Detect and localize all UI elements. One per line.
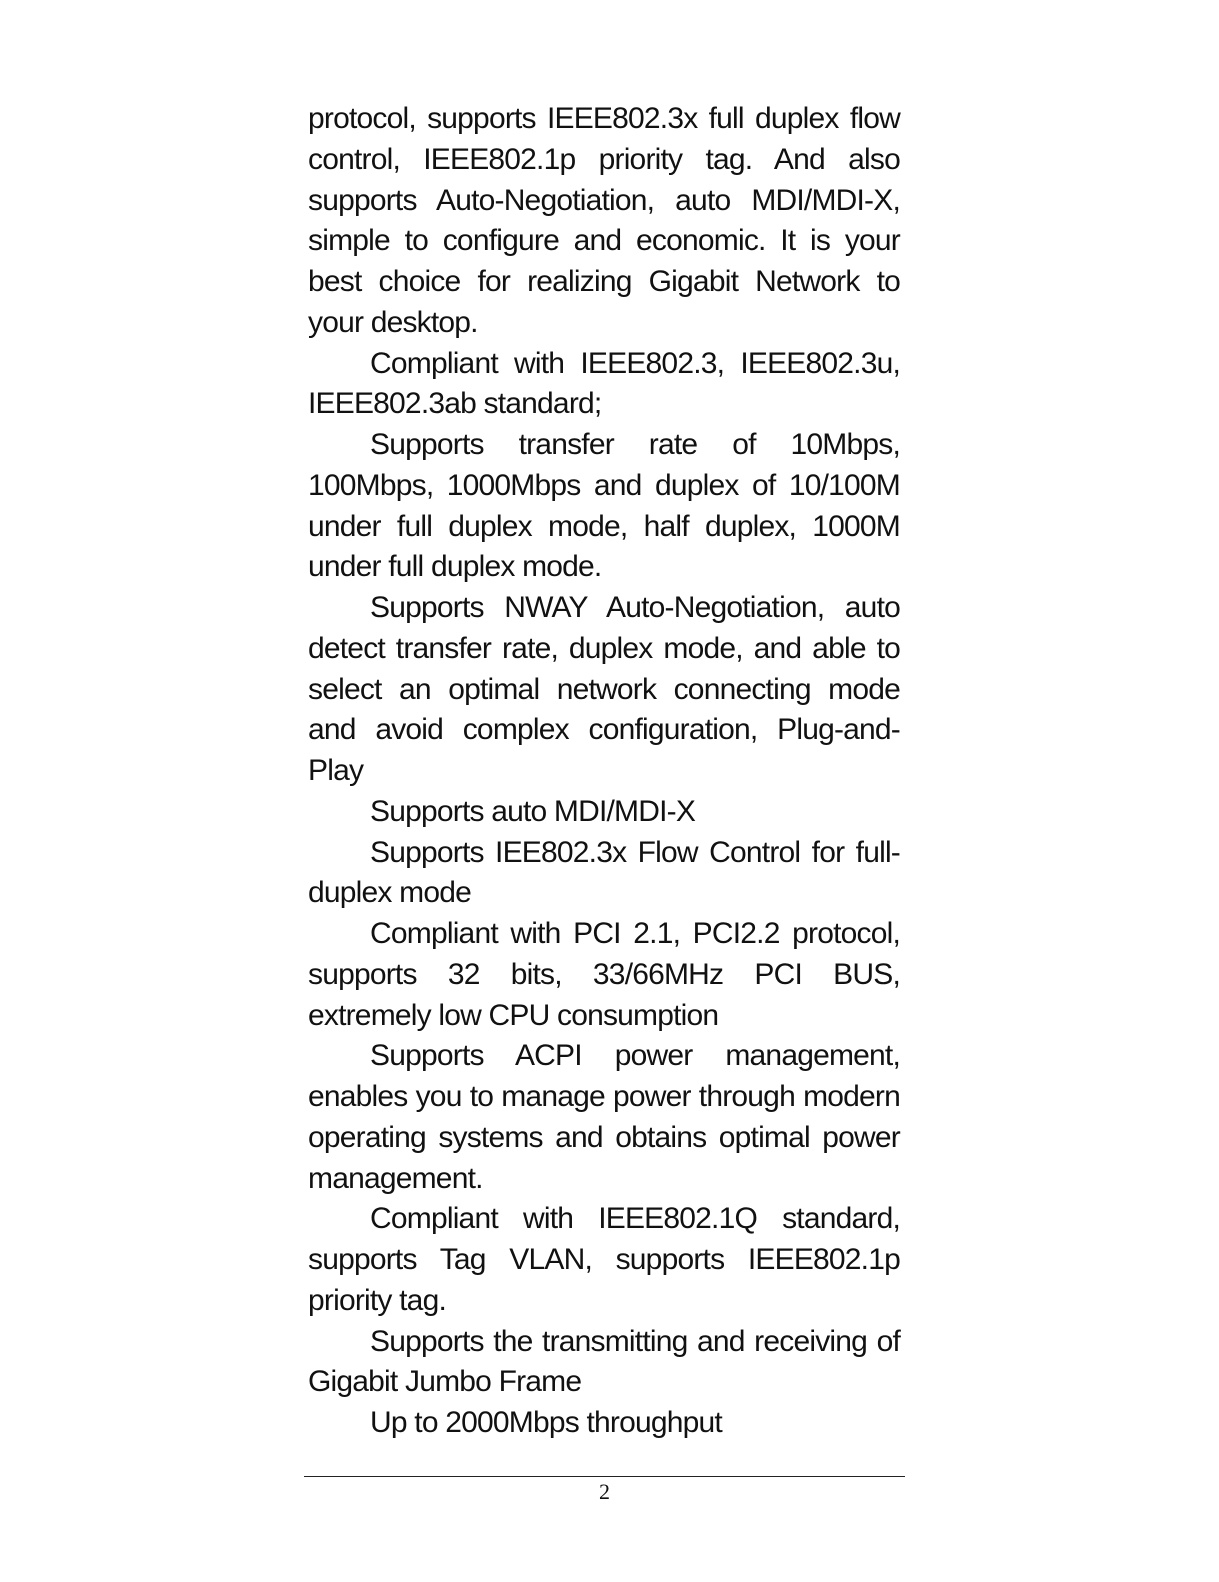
footer-divider: [304, 1476, 905, 1477]
paragraph-vlan: Compliant with IEEE802.1Q standard, supports Tag VLAN, supports IEEE802.1p priority tag.: [308, 1202, 900, 1317]
paragraph-pci: Compliant with PCI 2.1, PCI2.2 protocol, supports 32 bits, 33/66MHz PCI BUS, extremely low CPU consumption: [308, 917, 900, 1032]
paragraph-throughput: Up to 2000Mbps throughput: [370, 1406, 722, 1439]
paragraph-acpi: Supports ACPI power management, enables you to manage power through modern operating systems and obtains optimal power management.: [308, 1039, 900, 1195]
paragraph-mdi: Supports auto MDI/MDI-X: [370, 794, 696, 828]
body-text: [308, 99, 900, 1444]
paragraph-nway: Supports NWAY Auto-Negotiation, auto detect transfer rate, duplex mode, and able to select an optimal network connecting mode and avoid complex configuration, Plug-and-Play: [308, 591, 900, 787]
paragraph-flow-control: Supports IEE802.3x Flow Control for full-duplex mode: [308, 835, 900, 910]
paragraph-ieee-compliance: Compliant with IEEE802.3, IEEE802.3u, IEEE802.3ab standard;: [308, 346, 900, 421]
paragraph-jumbo-frame: Supports the transmitting and receiving of Gigabit Jumbo Frame: [308, 1324, 900, 1399]
paragraph-intro-continued: protocol, supports IEEE802.3x full duplex flow control, IEEE802.1p priority tag. And also supports Auto-Negotiation, auto MDI/MDI-X, simple to configure and economic. It is your best choice for realizing Gigabit Network to your desktop.: [308, 102, 900, 339]
paragraph-transfer-rate: Supports transfer rate of 10Mbps, 100Mbps, 1000Mbps and duplex of 10/100M under full duplex mode, half duplex, 1000M under full duplex mode.: [308, 428, 900, 584]
page-number: 2: [599, 1479, 610, 1504]
